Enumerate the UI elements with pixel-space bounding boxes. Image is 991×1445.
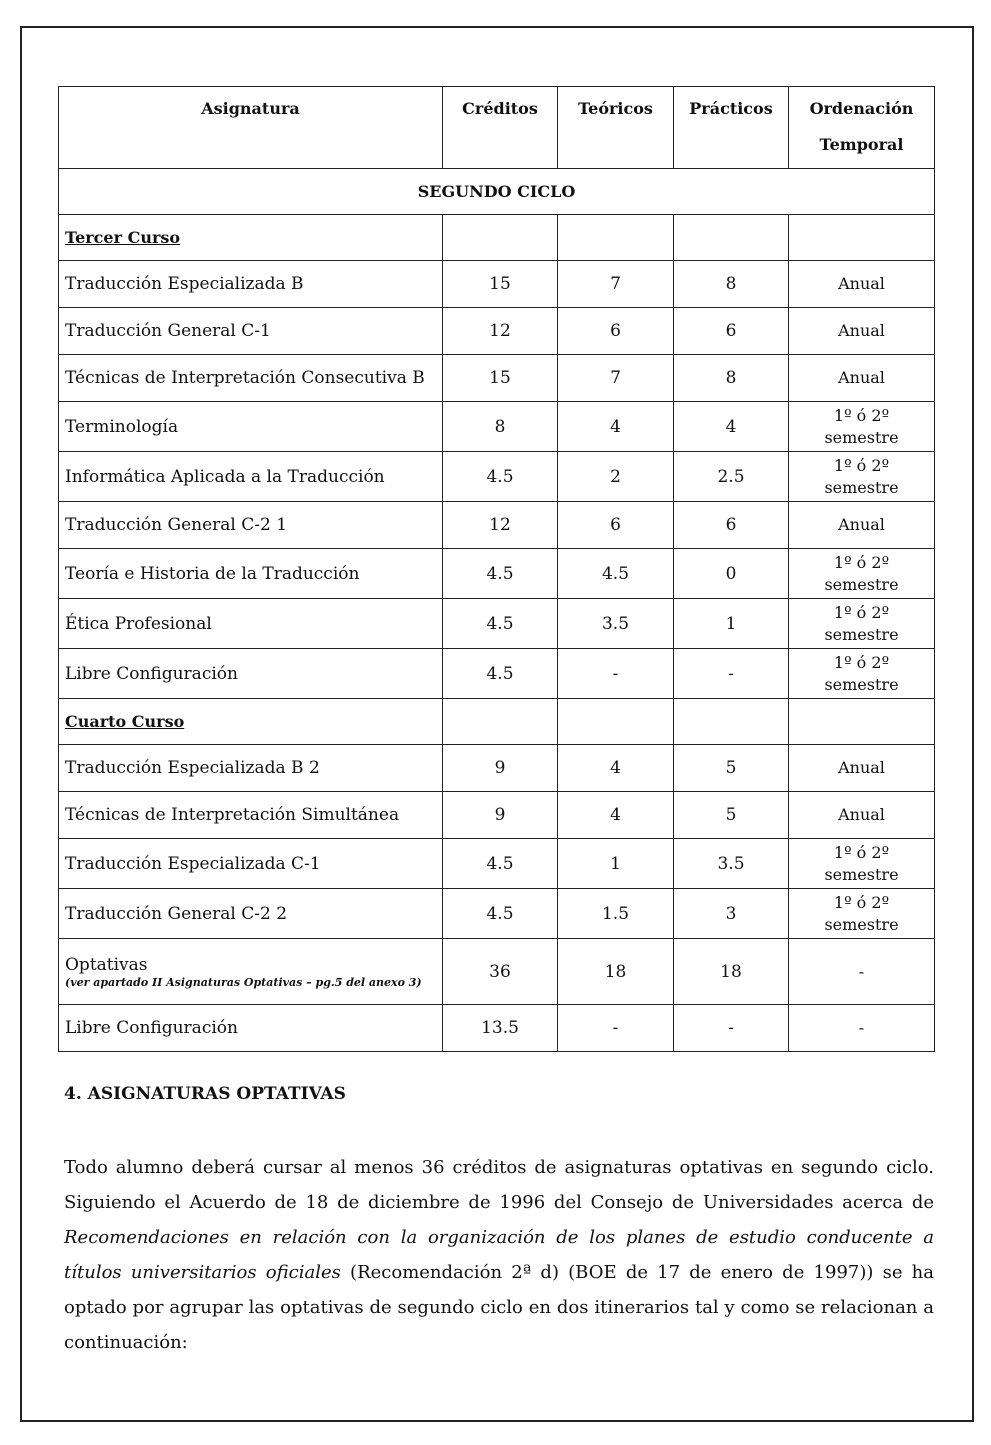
- timing-cell: 1º ó 2º semestre: [789, 402, 935, 452]
- timing-cell: Anual: [789, 792, 935, 839]
- theory-cell: 4.5: [558, 549, 674, 599]
- course-label: Tercer Curso: [59, 215, 443, 261]
- theory-cell: -: [558, 1005, 674, 1052]
- timing-cell: 1º ó 2º semestre: [789, 452, 935, 502]
- subject-name: Traducción Especializada B: [65, 274, 304, 294]
- empty-cell: [558, 215, 674, 261]
- credits-cell: 9: [443, 792, 558, 839]
- timing-cell: 1º ó 2º semestre: [789, 649, 935, 699]
- subject-cell: [59, 745, 443, 792]
- timing-cell: Anual: [789, 308, 935, 355]
- section-title: 4. ASIGNATURAS OPTATIVAS: [64, 1084, 346, 1104]
- practice-cell: 18: [674, 939, 789, 1005]
- course-header-row: [59, 699, 935, 745]
- fourth-course-body: [59, 699, 935, 1052]
- subject-name: Informática Aplicada a la Traducción: [65, 466, 385, 487]
- subject-cell: [59, 355, 443, 402]
- practice-cell: 8: [674, 261, 789, 308]
- cycle-row: [59, 169, 935, 215]
- empty-cell: [674, 699, 789, 745]
- timing-cell: Anual: [789, 502, 935, 549]
- cycle-label: SEGUNDO CICLO: [59, 169, 935, 215]
- subject-name: Traducción Especializada B 2: [65, 758, 320, 778]
- header-theory: Teóricos: [558, 87, 674, 169]
- practice-cell: 6: [674, 308, 789, 355]
- theory-cell: 2: [558, 452, 674, 502]
- subject-cell: [59, 939, 443, 1005]
- table-row: [59, 355, 935, 402]
- subject-name: Ética Profesional: [65, 613, 212, 634]
- table-row: [59, 261, 935, 308]
- theory-cell: 18: [558, 939, 674, 1005]
- theory-cell: 6: [558, 502, 674, 549]
- table-row: [59, 889, 935, 939]
- header-timing-line1: Ordenación: [809, 99, 914, 118]
- subject-cell: [59, 889, 443, 939]
- timing-cell: 1º ó 2º semestre: [789, 839, 935, 889]
- subject-cell: [59, 308, 443, 355]
- timing-cell: Anual: [789, 355, 935, 402]
- theory-cell: 7: [558, 261, 674, 308]
- subject-name: Libre Configuración: [65, 663, 238, 684]
- header-timing: [789, 87, 935, 169]
- header-credits: Créditos: [443, 87, 558, 169]
- paragraph-part-1: Todo alumno deberá cursar al menos 36 créditos de asignaturas optativas en segundo ciclo. Siguiendo el Acuerdo de 18 de diciembre de 1996 del Consejo de Universidades acerca de: [64, 1157, 934, 1213]
- credits-cell: 4.5: [443, 839, 558, 889]
- timing-cell: 1º ó 2º semestre: [789, 549, 935, 599]
- timing-cell: -: [789, 939, 935, 1005]
- subject-name: Técnicas de Interpretación Consecutiva B: [65, 368, 425, 388]
- practice-cell: 0: [674, 549, 789, 599]
- practice-cell: 8: [674, 355, 789, 402]
- credits-cell: 4.5: [443, 599, 558, 649]
- table-row: [59, 402, 935, 452]
- course-header-row: [59, 215, 935, 261]
- table-row: [59, 502, 935, 549]
- practice-cell: 1: [674, 599, 789, 649]
- table-row: [59, 452, 935, 502]
- timing-cell: 1º ó 2º semestre: [789, 599, 935, 649]
- table-row: [59, 792, 935, 839]
- table-header-row: [59, 87, 935, 169]
- table-row: [59, 649, 935, 699]
- credits-cell: 15: [443, 261, 558, 308]
- subject-name: Teoría e Historia de la Traducción: [65, 563, 360, 584]
- subject-cell: [59, 549, 443, 599]
- subject-name: Traducción General C-2 1: [65, 515, 288, 535]
- subject-name: Optativas: [65, 954, 148, 975]
- theory-cell: 4: [558, 402, 674, 452]
- empty-cell: [443, 699, 558, 745]
- theory-cell: 1: [558, 839, 674, 889]
- practice-cell: -: [674, 1005, 789, 1052]
- empty-cell: [789, 215, 935, 261]
- subject-cell: [59, 1005, 443, 1052]
- practice-cell: 4: [674, 402, 789, 452]
- study-plan-table: [58, 86, 935, 1052]
- practice-cell: 5: [674, 745, 789, 792]
- subject-cell: [59, 502, 443, 549]
- table-row: [59, 549, 935, 599]
- credits-cell: 4.5: [443, 649, 558, 699]
- table-row: [59, 599, 935, 649]
- subject-name: Libre Configuración: [65, 1018, 238, 1038]
- subject-cell: [59, 402, 443, 452]
- timing-cell: Anual: [789, 745, 935, 792]
- practice-cell: 5: [674, 792, 789, 839]
- empty-cell: [443, 215, 558, 261]
- theory-cell: 6: [558, 308, 674, 355]
- subject-name: Técnicas de Interpretación Simultánea: [65, 805, 400, 825]
- table-row: [59, 745, 935, 792]
- theory-cell: 3.5: [558, 599, 674, 649]
- credits-cell: 4.5: [443, 452, 558, 502]
- practice-cell: 2.5: [674, 452, 789, 502]
- header-subject: Asignatura: [59, 87, 443, 169]
- subject-cell: [59, 792, 443, 839]
- paragraph-part-2: (Recomendación 2ª d) (BOE de 17 de enero de 1997)) se ha optado por agrupar las optativas de segundo ciclo en dos itinerarios tal y como se relacionan a continuación:: [64, 1262, 934, 1353]
- practice-cell: 3.5: [674, 839, 789, 889]
- subject-note: (ver apartado II Asignaturas Optativas – pg.5 del anexo 3): [65, 975, 422, 989]
- subject-cell: [59, 649, 443, 699]
- section-paragraph: [64, 1150, 934, 1360]
- table-row: [59, 839, 935, 889]
- practice-cell: 6: [674, 502, 789, 549]
- timing-cell: 1º ó 2º semestre: [789, 889, 935, 939]
- subject-cell: [59, 261, 443, 308]
- empty-cell: [789, 699, 935, 745]
- credits-cell: 4.5: [443, 889, 558, 939]
- theory-cell: 4: [558, 792, 674, 839]
- subject-cell: [59, 452, 443, 502]
- header-practice: Prácticos: [674, 87, 789, 169]
- practice-cell: -: [674, 649, 789, 699]
- credits-cell: 12: [443, 308, 558, 355]
- credits-cell: 4.5: [443, 549, 558, 599]
- table-row: [59, 308, 935, 355]
- table-row: [59, 1005, 935, 1052]
- header-timing-line2: Temporal: [819, 135, 904, 154]
- theory-cell: -: [558, 649, 674, 699]
- third-course-body: [59, 215, 935, 699]
- credits-cell: 13.5: [443, 1005, 558, 1052]
- credits-cell: 15: [443, 355, 558, 402]
- subject-name: Traducción Especializada C-1: [65, 853, 321, 874]
- credits-cell: 12: [443, 502, 558, 549]
- practice-cell: 3: [674, 889, 789, 939]
- credits-cell: 36: [443, 939, 558, 1005]
- theory-cell: 1.5: [558, 889, 674, 939]
- theory-cell: 4: [558, 745, 674, 792]
- empty-cell: [558, 699, 674, 745]
- subject-name: Traducción General C-1: [65, 321, 271, 341]
- credits-cell: 8: [443, 402, 558, 452]
- paragraph-italic: Recomendaciones en relación con la organización de los planes de estudio conducente a títulos universitarios oficiales: [64, 1227, 934, 1283]
- empty-cell: [674, 215, 789, 261]
- subject-name: Traducción General C-2 2: [65, 903, 288, 924]
- credits-cell: 9: [443, 745, 558, 792]
- table-row: [59, 939, 935, 1005]
- theory-cell: 7: [558, 355, 674, 402]
- subject-cell: [59, 599, 443, 649]
- timing-cell: Anual: [789, 261, 935, 308]
- subject-cell: [59, 839, 443, 889]
- course-label: Cuarto Curso: [59, 699, 443, 745]
- subject-name: Terminología: [65, 416, 179, 437]
- timing-cell: -: [789, 1005, 935, 1052]
